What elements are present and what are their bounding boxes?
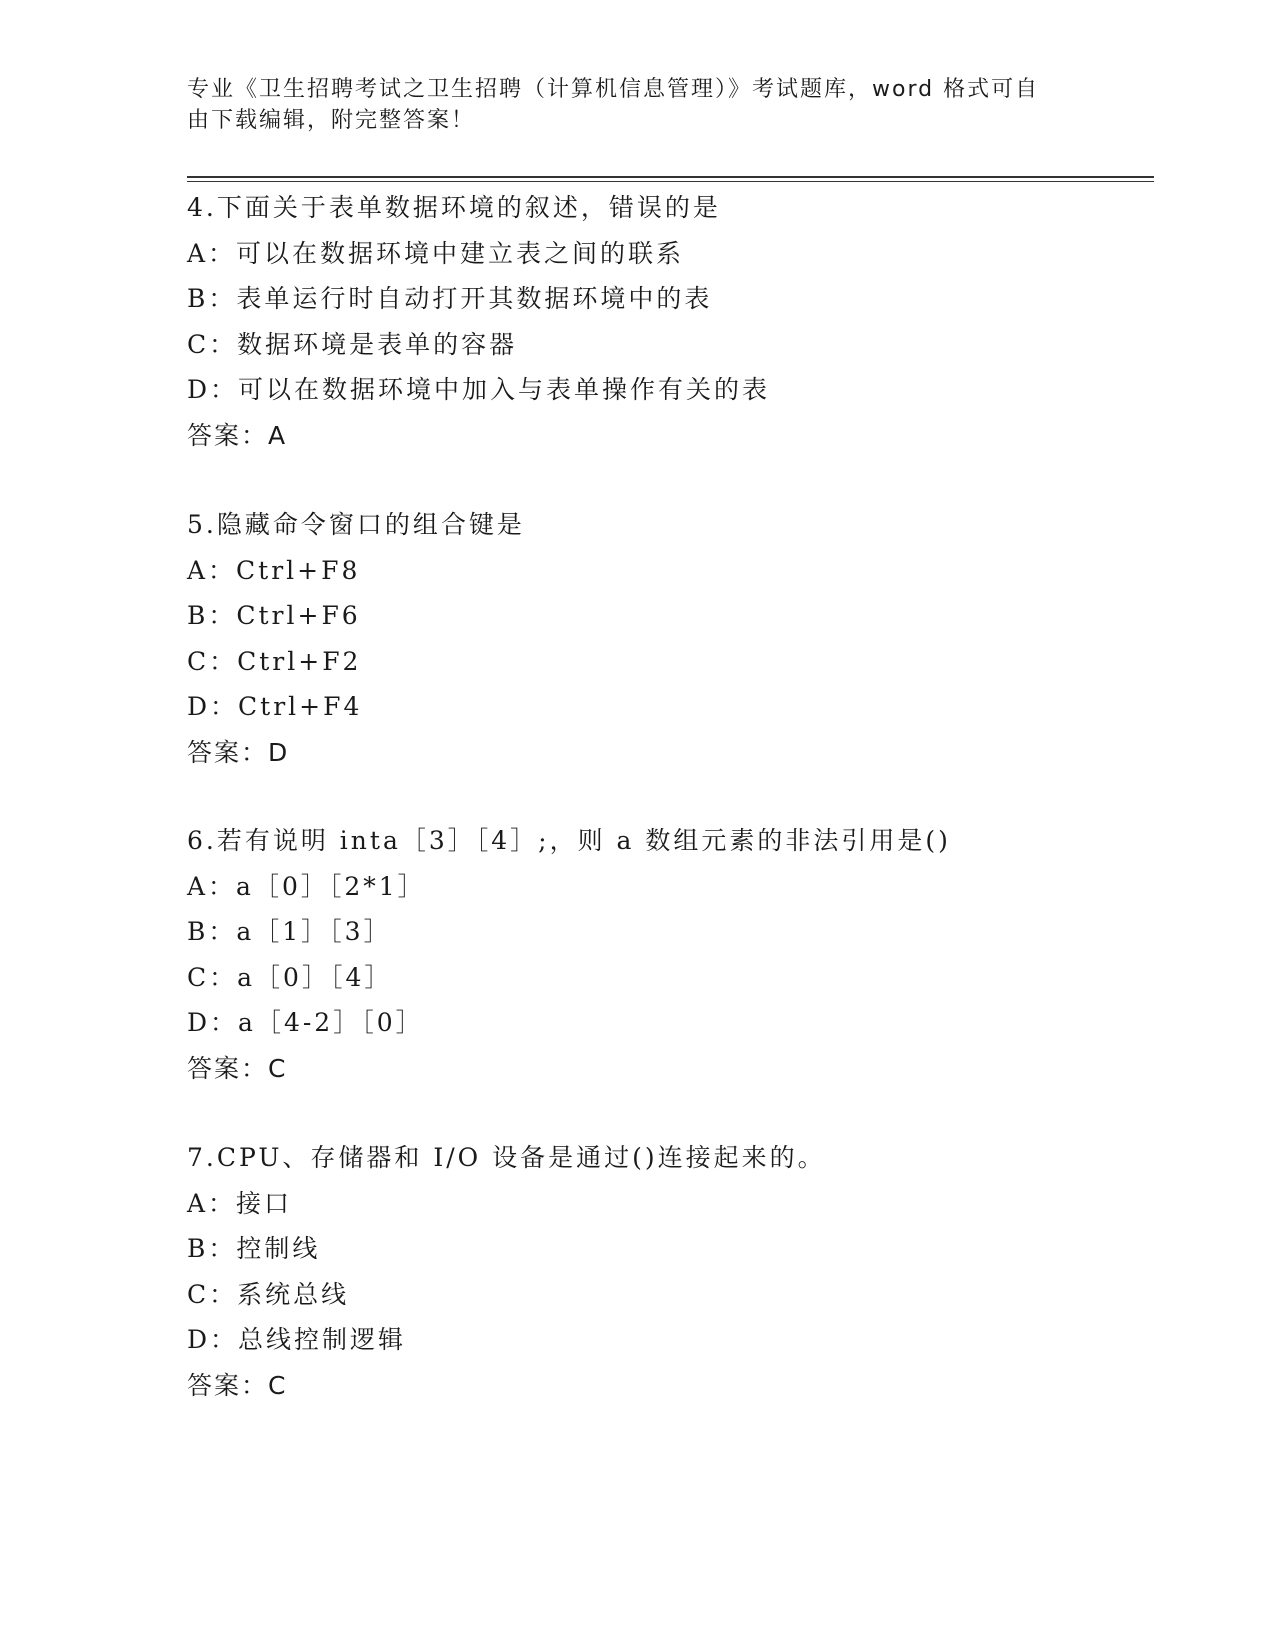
option-a: A：Ctrl+F8: [187, 555, 361, 585]
option-b: B：Ctrl+F6: [187, 601, 361, 630]
option-a: A：a［0］［2*1］: [187, 871, 426, 901]
question-stem: 6.若有说明 inta［3］［4］;，则 a 数组元素的非法引用是(): [187, 826, 951, 855]
option-b: B：控制线: [187, 1234, 321, 1263]
answer-label: 答案：C: [187, 1053, 288, 1083]
question-stem: 7.CPU、存储器和 I/O 设备是通过()连接起来的。: [187, 1143, 826, 1172]
answer-label: 答案：A: [187, 420, 288, 450]
option-b: B：a［1］［3］: [187, 917, 392, 946]
header-divider-thick: [187, 176, 1154, 178]
option-c: C：数据环境是表单的容器: [187, 329, 518, 359]
option-c: C：Ctrl+F2: [187, 646, 362, 676]
question-5: [187, 502, 1167, 775]
answer-label: 答案：C: [187, 1370, 288, 1400]
option-d: D：总线控制逻辑: [187, 1325, 407, 1354]
option-d: D：a［4-2］［0］: [187, 1008, 424, 1037]
option-b: B：表单运行时自动打开其数据环境中的表: [187, 284, 713, 313]
option-c: C：系统总线: [187, 1279, 350, 1309]
header-divider-thin: [187, 181, 1154, 182]
option-a: A：可以在数据环境中建立表之间的联系: [187, 238, 685, 268]
option-a: A：接口: [187, 1188, 293, 1218]
question-7: [187, 1135, 1167, 1408]
document-header: 专业《卫生招聘考试之卫生招聘（计算机信息管理）》考试题库，word 格式可自 由下载编辑，附完整答案！: [187, 77, 1040, 133]
answer-label: 答案：D: [187, 737, 290, 767]
question-stem: 5.隐藏命令窗口的组合键是: [187, 510, 525, 539]
question-6: [187, 818, 1167, 1091]
option-c: C：a［0］［4］: [187, 962, 393, 992]
question-stem: 4.下面关于表单数据环境的叙述，错误的是: [187, 193, 721, 222]
question-4: [187, 185, 1167, 458]
option-d: D：可以在数据环境中加入与表单操作有关的表: [187, 375, 771, 404]
option-d: D：Ctrl+F4: [187, 692, 363, 721]
